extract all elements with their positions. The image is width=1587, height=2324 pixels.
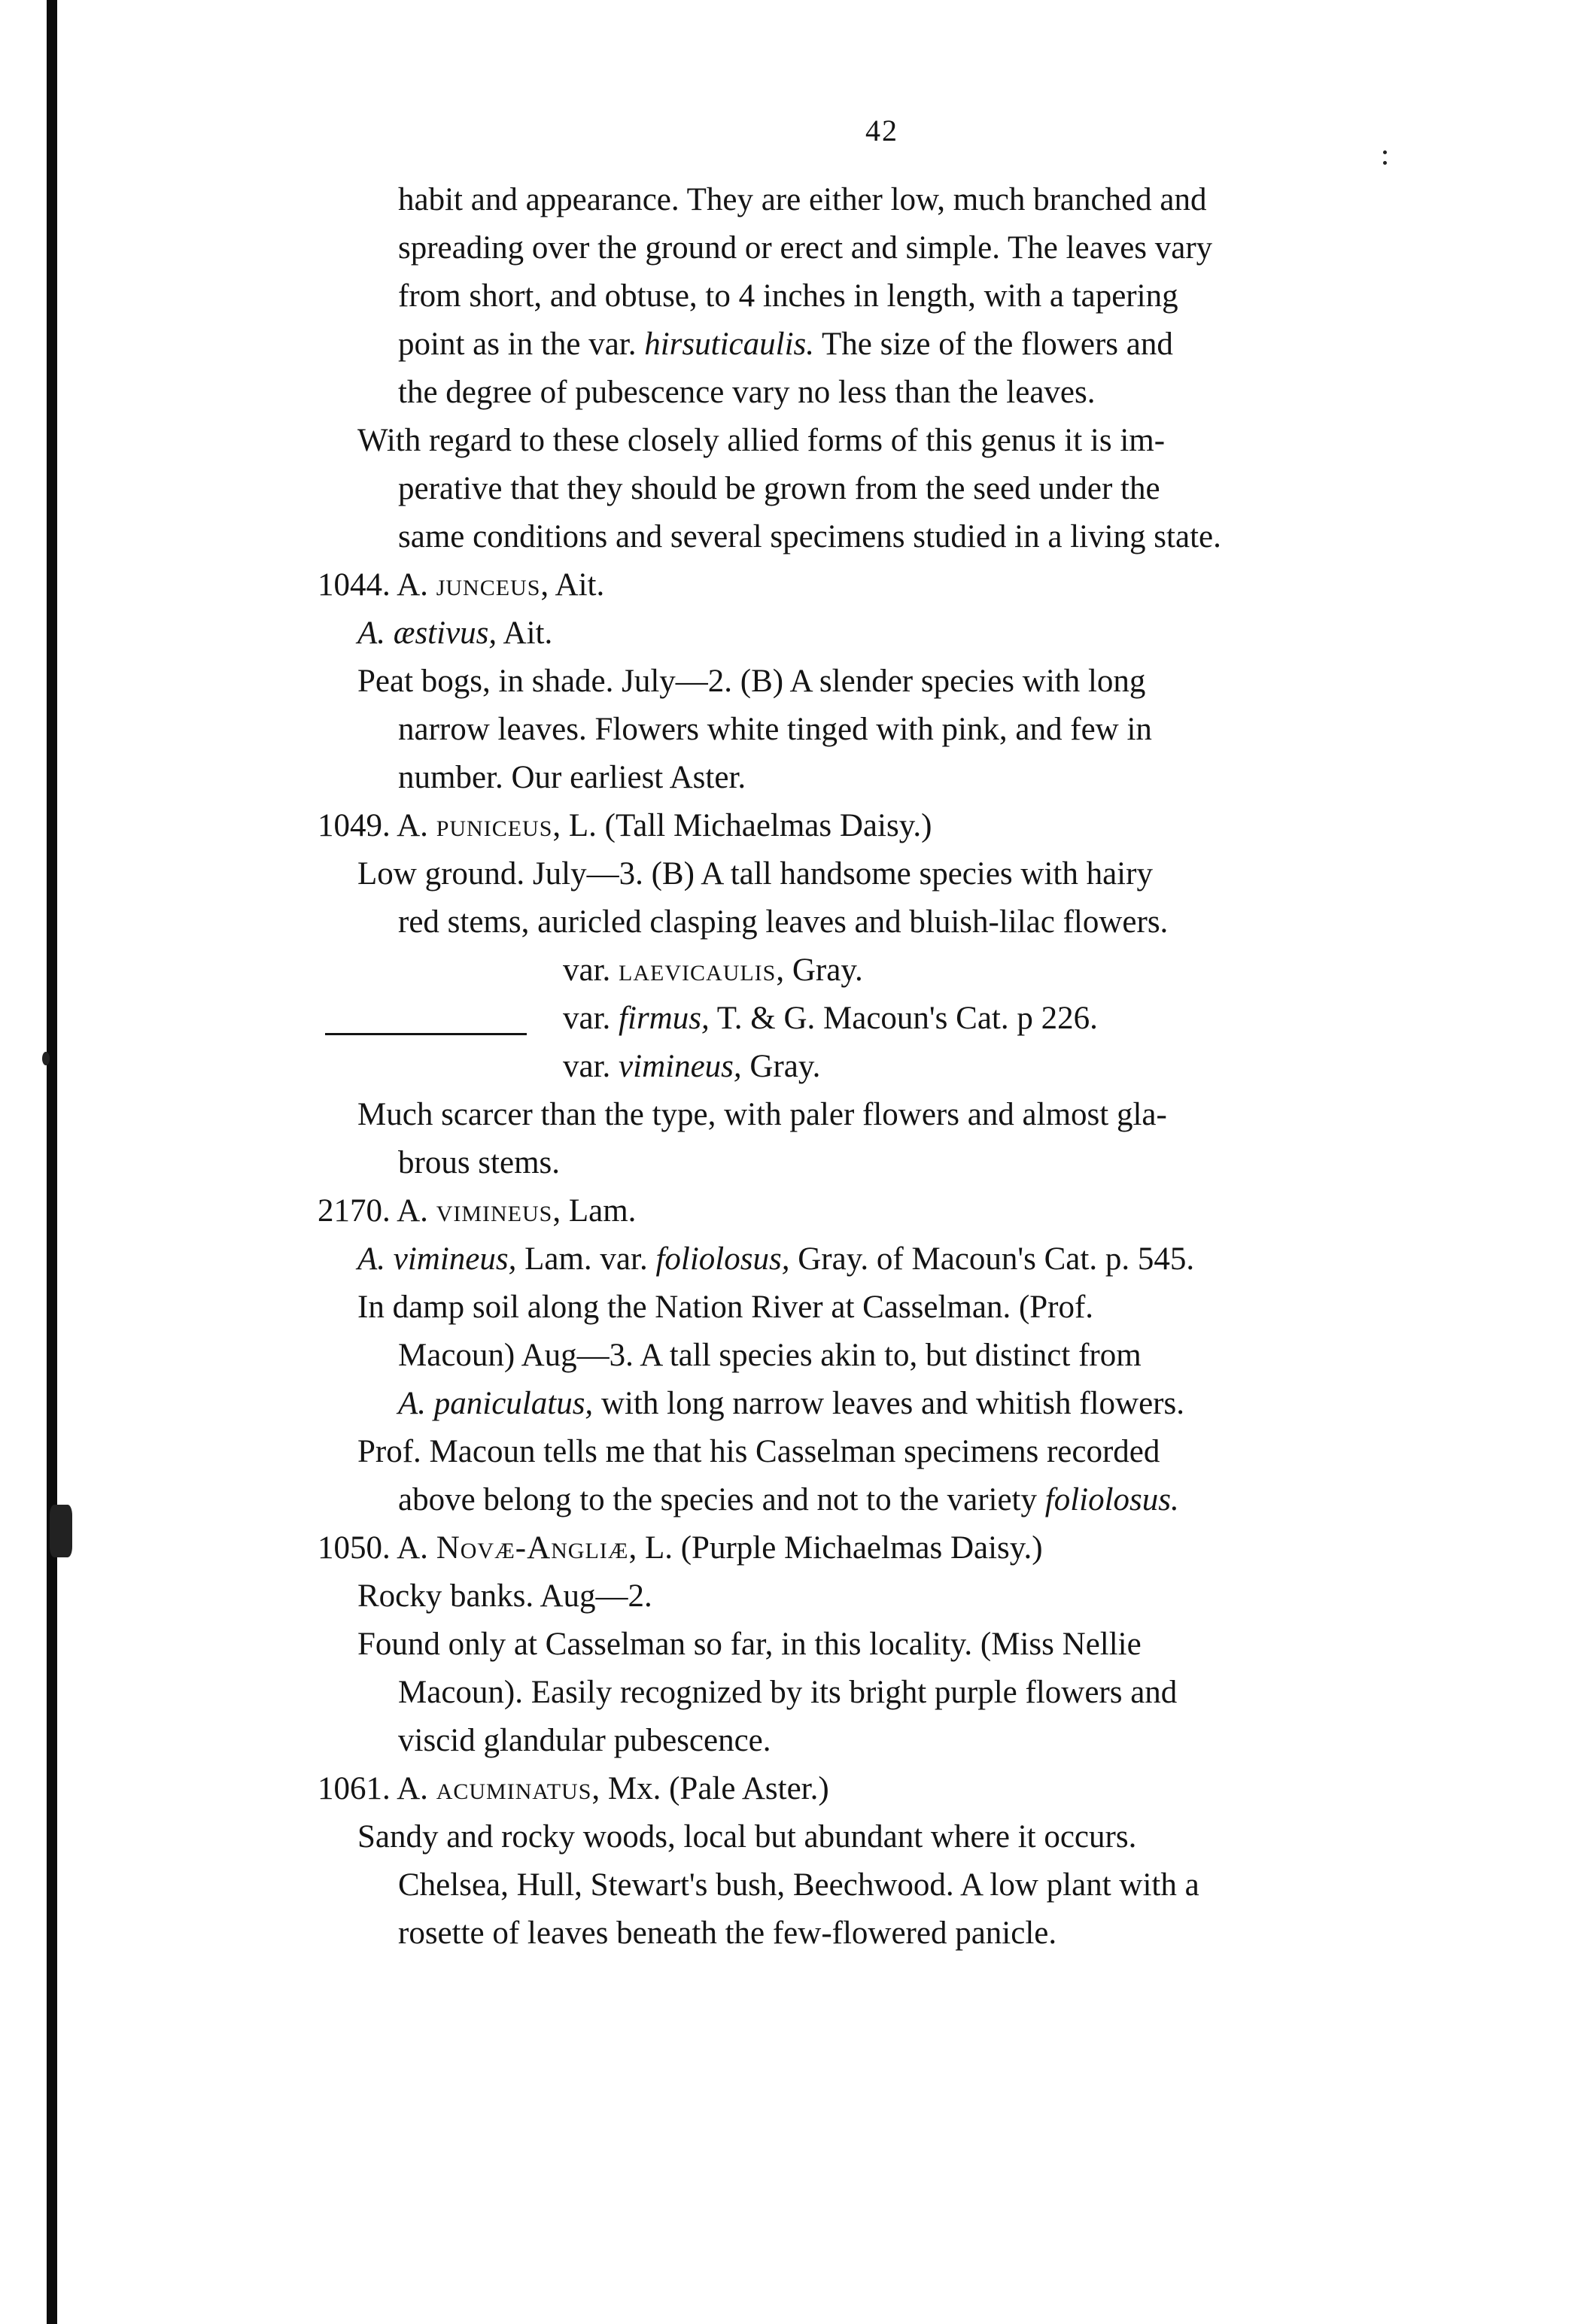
text-line: Sandy and rocky woods, local but abundant where it occurs. [357,1819,1137,1855]
text-line: rosette of leaves beneath the few-flowered panicle. [398,1915,1057,1951]
variety-line: var. vimineus, Gray. [563,1049,821,1084]
text-line: from short, and obtuse, to 4 inches in length, with a tapering [398,278,1178,314]
scan-speck [42,1052,50,1065]
text-line: A. paniculatus, with long narrow leaves and whitish flowers. [398,1386,1184,1421]
text-line: same conditions and several specimens studied in a living state. [398,519,1221,554]
text-line: Found only at Casselman so far, in this locality. (Miss Nellie [357,1627,1142,1662]
text-line: Much scarcer than the type, with paler flowers and almost gla- [357,1097,1167,1132]
scan-speck [1383,161,1387,165]
text-line: perative that they should be grown from the seed under the [398,471,1160,506]
scan-speck [1383,150,1387,154]
species-entry-heading: 1050. A. Novæ-Angliæ, L. (Purple Michaelmas Daisy.) [318,1530,1043,1566]
text-line: viscid glandular pubescence. [398,1723,771,1758]
text-line: With regard to these closely allied forms of this genus it is im- [357,423,1166,458]
synonym-line: A. æstivus, Ait. [357,615,553,651]
ditto-dash-rule [325,1033,527,1035]
text-line: Prof. Macoun tells me that his Casselman specimens recorded [357,1434,1160,1469]
text-line: habit and appearance. They are either low, much branched and [398,182,1207,217]
text-line: the degree of pubescence vary no less than the leaves. [398,375,1096,410]
text-line: narrow leaves. Flowers white tinged with pink, and few in [398,712,1152,747]
text-line: Low ground. July—3. (B) A tall handsome species with hairy [357,856,1153,892]
text-line: brous stems. [398,1145,560,1180]
text-line: Macoun). Easily recognized by its bright purple flowers and [398,1675,1178,1710]
species-entry-heading: 2170. A. vimineus, Lam. [318,1193,637,1229]
text-line: above belong to the species and not to the variety foliolosus. [398,1482,1179,1517]
variety-line: var. firmus, T. & G. Macoun's Cat. p 226. [563,1001,1098,1036]
text-line: Rocky banks. Aug—2. [357,1578,652,1614]
text-line: Macoun) Aug—3. A tall species akin to, but distinct from [398,1338,1142,1373]
text-line: Peat bogs, in shade. July—2. (B) A slender species with long [357,664,1146,699]
text-line: Chelsea, Hull, Stewart's bush, Beechwood. A low plant with a [398,1867,1199,1903]
variety-line: var. laevicaulis, Gray. [563,952,863,988]
species-entry-heading: 1049. A. puniceus, L. (Tall Michaelmas Daisy.) [318,808,932,843]
scan-speck [50,1505,72,1557]
species-entry-heading: 1044. A. junceus, Ait. [318,567,605,603]
text-line: red stems, auricled clasping leaves and bluish-lilac flowers. [398,904,1169,940]
text-line: In damp soil along the Nation River at Casselman. (Prof. [357,1290,1094,1325]
page-binding-edge [47,0,57,2324]
text-line: spreading over the ground or erect and simple. The leaves vary [398,230,1213,266]
species-entry-heading: 1061. A. acuminatus, Mx. (Pale Aster.) [318,1771,829,1806]
synonym-line: A. vimineus, Lam. var. foliolosus, Gray. of Macoun's Cat. p. 545. [357,1241,1195,1277]
page-number: 42 [865,114,898,147]
text-line: number. Our earliest Aster. [398,760,746,795]
text-line: point as in the var. hirsuticaulis. The size of the flowers and [398,327,1173,362]
